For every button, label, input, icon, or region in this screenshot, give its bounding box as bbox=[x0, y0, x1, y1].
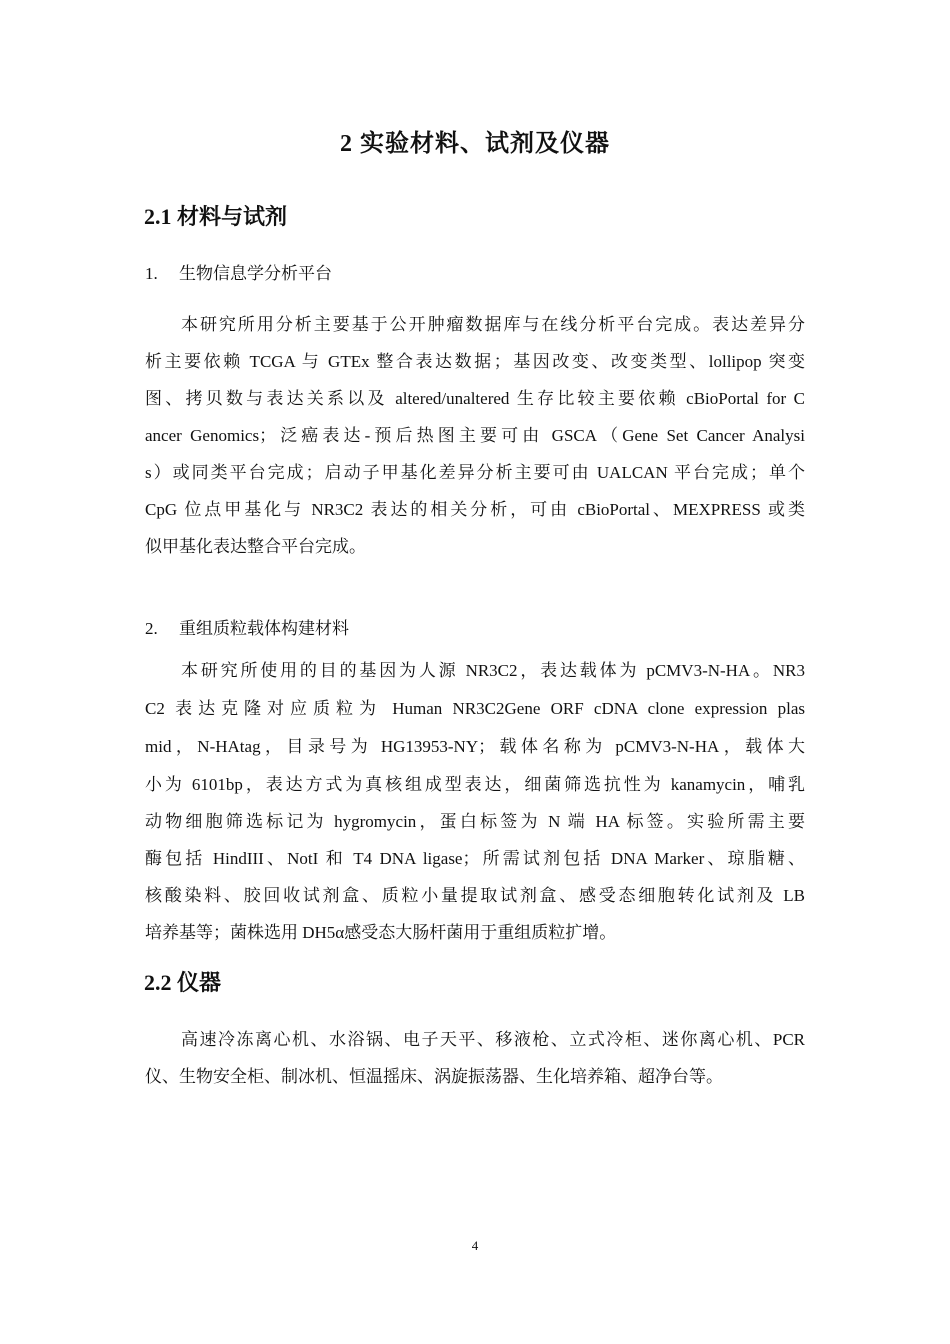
paragraph-line: 核酸染料、胶回收试剂盒、质粒小量提取试剂盒、感受态细胞转化试剂及 LB bbox=[145, 886, 805, 905]
paragraph-line: 小为 6101bp，表达方式为真核组成型表达，细菌筛选抗性为 kanamycin，哺乳 bbox=[145, 775, 805, 794]
section-title-2-2: 2.2 仪器 bbox=[144, 970, 222, 995]
paragraph-line: 似甲基化表达整合平台完成。 bbox=[145, 537, 366, 556]
paragraph-line: C2 表达克隆对应质粒为 Human NR3C2Gene ORF cDNA clone expression plas bbox=[145, 699, 805, 718]
paragraph-line: 动物细胞筛选标记为 hygromycin，蛋白标签为 N 端 HA 标签。实验所需主要 bbox=[145, 812, 805, 831]
sub-heading-label: 重组质粒载体构建材料 bbox=[179, 619, 349, 638]
sub-heading-number: 1. bbox=[145, 264, 158, 283]
paragraph-line: 高速冷冻离心机、水浴锅、电子天平、移液枪、立式冷柜、迷你离心机、PCR bbox=[181, 1030, 805, 1049]
section-title-2-1: 2.1 材料与试剂 bbox=[144, 204, 288, 229]
paragraph-line: mid，N-HAtag，目录号为 HG13953-NY；载体名称为 pCMV3-N-HA，载体大 bbox=[145, 737, 805, 756]
paragraph-line: 培养基等；菌株选用 DH5α感受态大肠杆菌用于重组质粒扩增。 bbox=[145, 923, 617, 942]
paragraph-line: 仪、生物安全柜、制冰机、恒温摇床、涡旋振荡器、生化培养箱、超净台等。 bbox=[145, 1067, 723, 1086]
chapter-title: 2 实验材料、试剂及仪器 bbox=[340, 131, 610, 157]
paragraph-line: CpG 位点甲基化与 NR3C2 表达的相关分析，可由 cBioPortal、MEXPRESS 或类 bbox=[145, 500, 805, 519]
sub-heading-plasmid-materials bbox=[145, 614, 349, 644]
paragraph-line: 本研究所使用的目的基因为人源 NR3C2，表达载体为 pCMV3-N-HA。NR3 bbox=[181, 661, 805, 680]
paragraph-line: 图、拷贝数与表达关系以及 altered/unaltered 生存比较主要依赖 cBioPortal for C bbox=[145, 389, 805, 408]
sub-heading-number: 2. bbox=[145, 619, 158, 638]
sub-heading-bioinformatics bbox=[145, 259, 332, 289]
paragraph-line: s）或同类平台完成；启动子甲基化差异分析主要可由 UALCAN 平台完成；单个 bbox=[145, 463, 805, 482]
page-number: 4 bbox=[471, 1238, 479, 1253]
paragraph-line: 析主要依赖 TCGA 与 GTEx 整合表达数据；基因改变、改变类型、lollipop 突变 bbox=[145, 352, 805, 371]
paragraph-line: 本研究所用分析主要基于公开肿瘤数据库与在线分析平台完成。表达差异分 bbox=[181, 315, 805, 334]
paragraph-line: 酶包括 HindIII、NotI 和 T4 DNA ligase；所需试剂包括 DNA Marker、琼脂糖、 bbox=[145, 849, 805, 868]
sub-heading-label: 生物信息学分析平台 bbox=[179, 264, 332, 283]
paragraph-line: ancer Genomics；泛癌表达-预后热图主要可由 GSCA（Gene Set Cancer Analysi bbox=[145, 426, 805, 445]
